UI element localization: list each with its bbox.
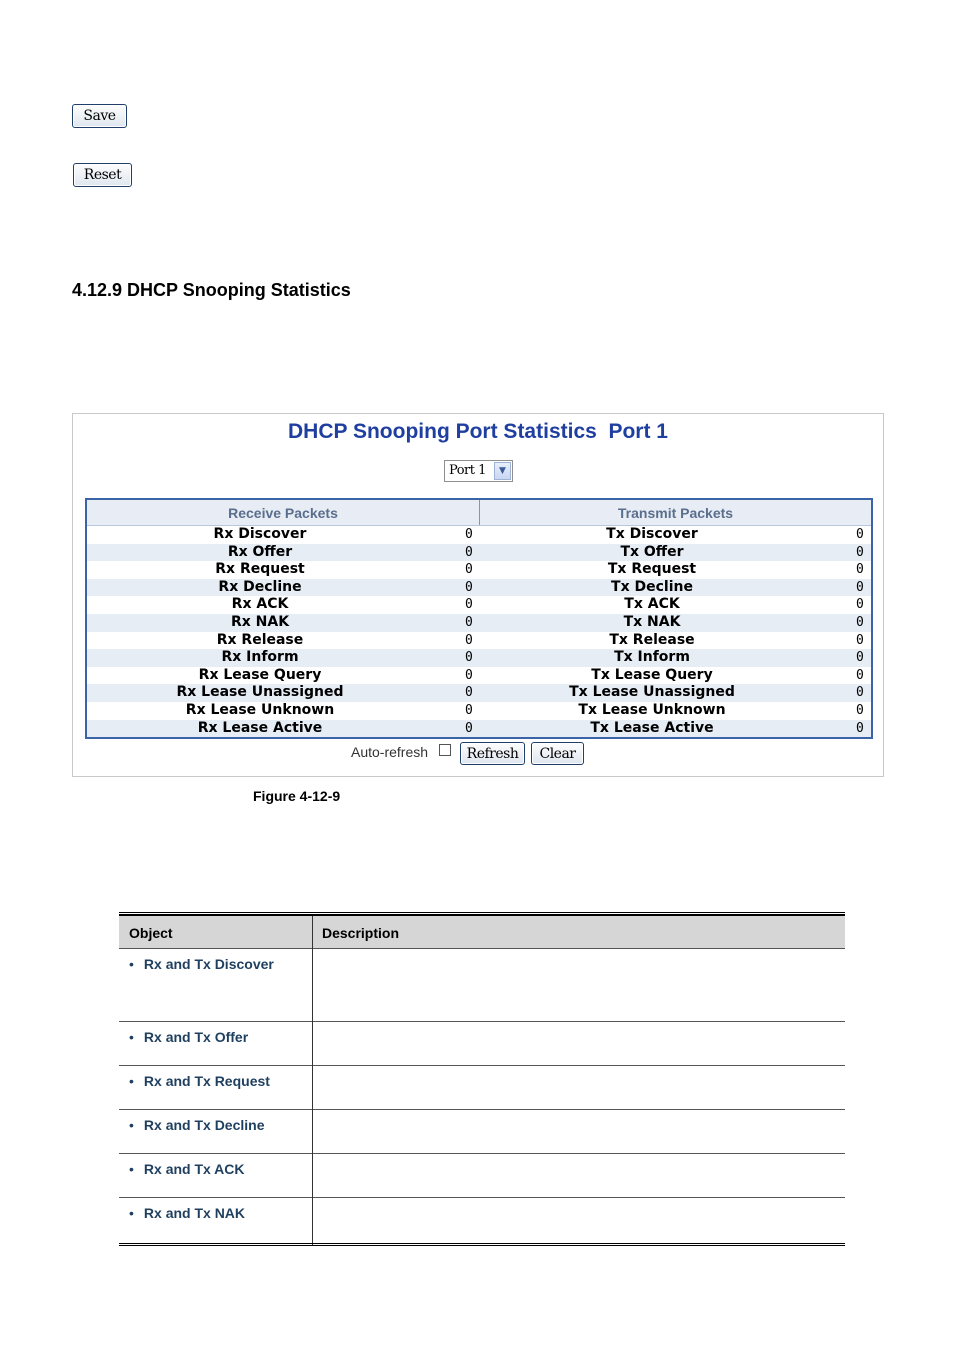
statistics-row [87,684,871,702]
auto-refresh-checkbox[interactable] [439,744,451,756]
tx-value: 0 [856,703,864,718]
rx-label: Rx Inform [221,649,299,666]
statistics-row [87,632,871,650]
tx-label: Tx Inform [614,649,690,666]
tx-label: Tx Request [607,561,697,578]
list-item [119,1109,845,1154]
statistics-row [87,702,871,720]
tx-label: Tx Decline [611,578,693,595]
rx-value: 0 [465,650,473,666]
tx-value: 0 [856,544,864,560]
rx-value: 0 [465,720,473,736]
rx-value: 0 [465,579,473,595]
refresh-controls [73,741,883,767]
object-item-label: Rx and Tx Offer [143,1029,249,1045]
statistics-row [87,667,871,685]
save-button[interactable]: Save [72,104,127,128]
tx-value: 0 [856,562,864,578]
statistics-row [87,544,871,562]
tx-value: 0 [856,615,864,630]
object-table-header [119,915,845,949]
object-item-label: Rx and Tx Decline [143,1117,265,1133]
rx-value: 0 [465,544,473,560]
object-item-label: Rx and Tx ACK [143,1161,245,1177]
tx-label: Tx Lease Active [590,719,714,736]
object-item [129,956,274,972]
statistics-row [87,720,871,738]
rx-label: Rx ACK [231,596,289,613]
tx-value: 0 [856,667,864,683]
rx-label: Rx Lease Unknown [185,702,335,718]
rx-value: 0 [465,703,473,718]
object-item [129,1161,245,1177]
object-item [129,1029,248,1045]
description-column-header: Description [322,925,400,941]
statistics-row [87,614,871,632]
rx-value: 0 [465,527,473,542]
tx-label: Tx ACK [624,596,680,613]
tx-value: 0 [856,597,864,613]
rx-label: Rx Offer [227,543,293,560]
chevron-down-icon[interactable]: ▼ [494,462,511,480]
tx-value: 0 [856,650,864,666]
column-divider [312,916,313,1246]
panel-title: DHCP Snooping Port Statistics Port 1 [288,420,668,443]
rx-value: 0 [465,615,473,630]
object-item [129,1205,245,1221]
rx-label: Rx Release [216,631,304,648]
bullet-icon: • [129,1073,134,1089]
rx-label: Rx Lease Query [198,666,322,683]
tx-label: Tx Release [609,631,695,648]
tx-value: 0 [856,632,864,648]
statistics-table [85,498,873,739]
rx-value: 0 [465,685,473,701]
rx-value: 0 [465,667,473,683]
list-item [119,1153,845,1198]
rx-label: Rx Lease Unassigned [176,684,344,701]
figure-caption: Figure 4-12-9 [253,788,341,804]
object-item-label: Rx and Tx NAK [143,1205,246,1221]
reset-button[interactable]: Reset [73,163,132,187]
auto-refresh-label: Auto-refresh [351,744,429,760]
list-item [119,1197,845,1244]
object-item-label: Rx and Tx Request [143,1073,270,1089]
dhcp-statistics-panel [72,413,884,777]
statistics-header [87,500,871,526]
statistics-row [87,596,871,614]
statistics-row [87,649,871,667]
port-select[interactable] [444,460,513,482]
tx-label: Tx Lease Unknown [578,702,726,718]
statistics-row [87,526,871,544]
bullet-icon: • [129,1117,134,1133]
clear-button[interactable]: Clear [531,742,584,765]
rx-value: 0 [465,632,473,648]
section-heading: 4.12.9 DHCP Snooping Statistics [72,280,351,300]
object-description-table [119,912,845,1246]
transmit-packets-header: Transmit Packets [617,505,734,521]
rx-label: Rx Lease Active [197,719,323,736]
object-item [129,1073,270,1089]
tx-label: Tx Discover [606,526,698,542]
tx-label: Tx Lease Unassigned [569,684,735,701]
rx-label: Rx Request [215,561,305,578]
tx-value: 0 [856,579,864,595]
rx-label: Rx Decline [218,578,302,595]
rx-value: 0 [465,562,473,578]
bullet-icon: • [129,1161,134,1177]
object-item [129,1117,265,1133]
refresh-button[interactable]: Refresh [460,742,525,765]
rx-value: 0 [465,597,473,613]
tx-value: 0 [856,527,864,542]
object-column-header: Object [129,925,173,941]
tx-value: 0 [856,720,864,736]
tx-label: Tx Offer [620,543,684,560]
list-item [119,948,845,1022]
port-select-value: Port 1 [449,463,486,478]
object-item-label: Rx and Tx Discover [143,956,274,972]
rx-label: Rx Discover [213,526,307,542]
rx-label: Rx NAK [230,614,290,630]
list-item [119,1065,845,1110]
tx-label: Tx Lease Query [591,666,713,683]
table-bottom-rule [119,1243,845,1250]
bullet-icon: • [129,1029,134,1045]
bullet-icon: • [129,956,134,972]
statistics-row [87,579,871,597]
tx-label: Tx NAK [623,614,681,630]
bullet-icon: • [129,1205,134,1221]
receive-packets-header: Receive Packets [228,505,338,521]
list-item [119,1021,845,1066]
tx-value: 0 [856,685,864,701]
statistics-row [87,561,871,579]
